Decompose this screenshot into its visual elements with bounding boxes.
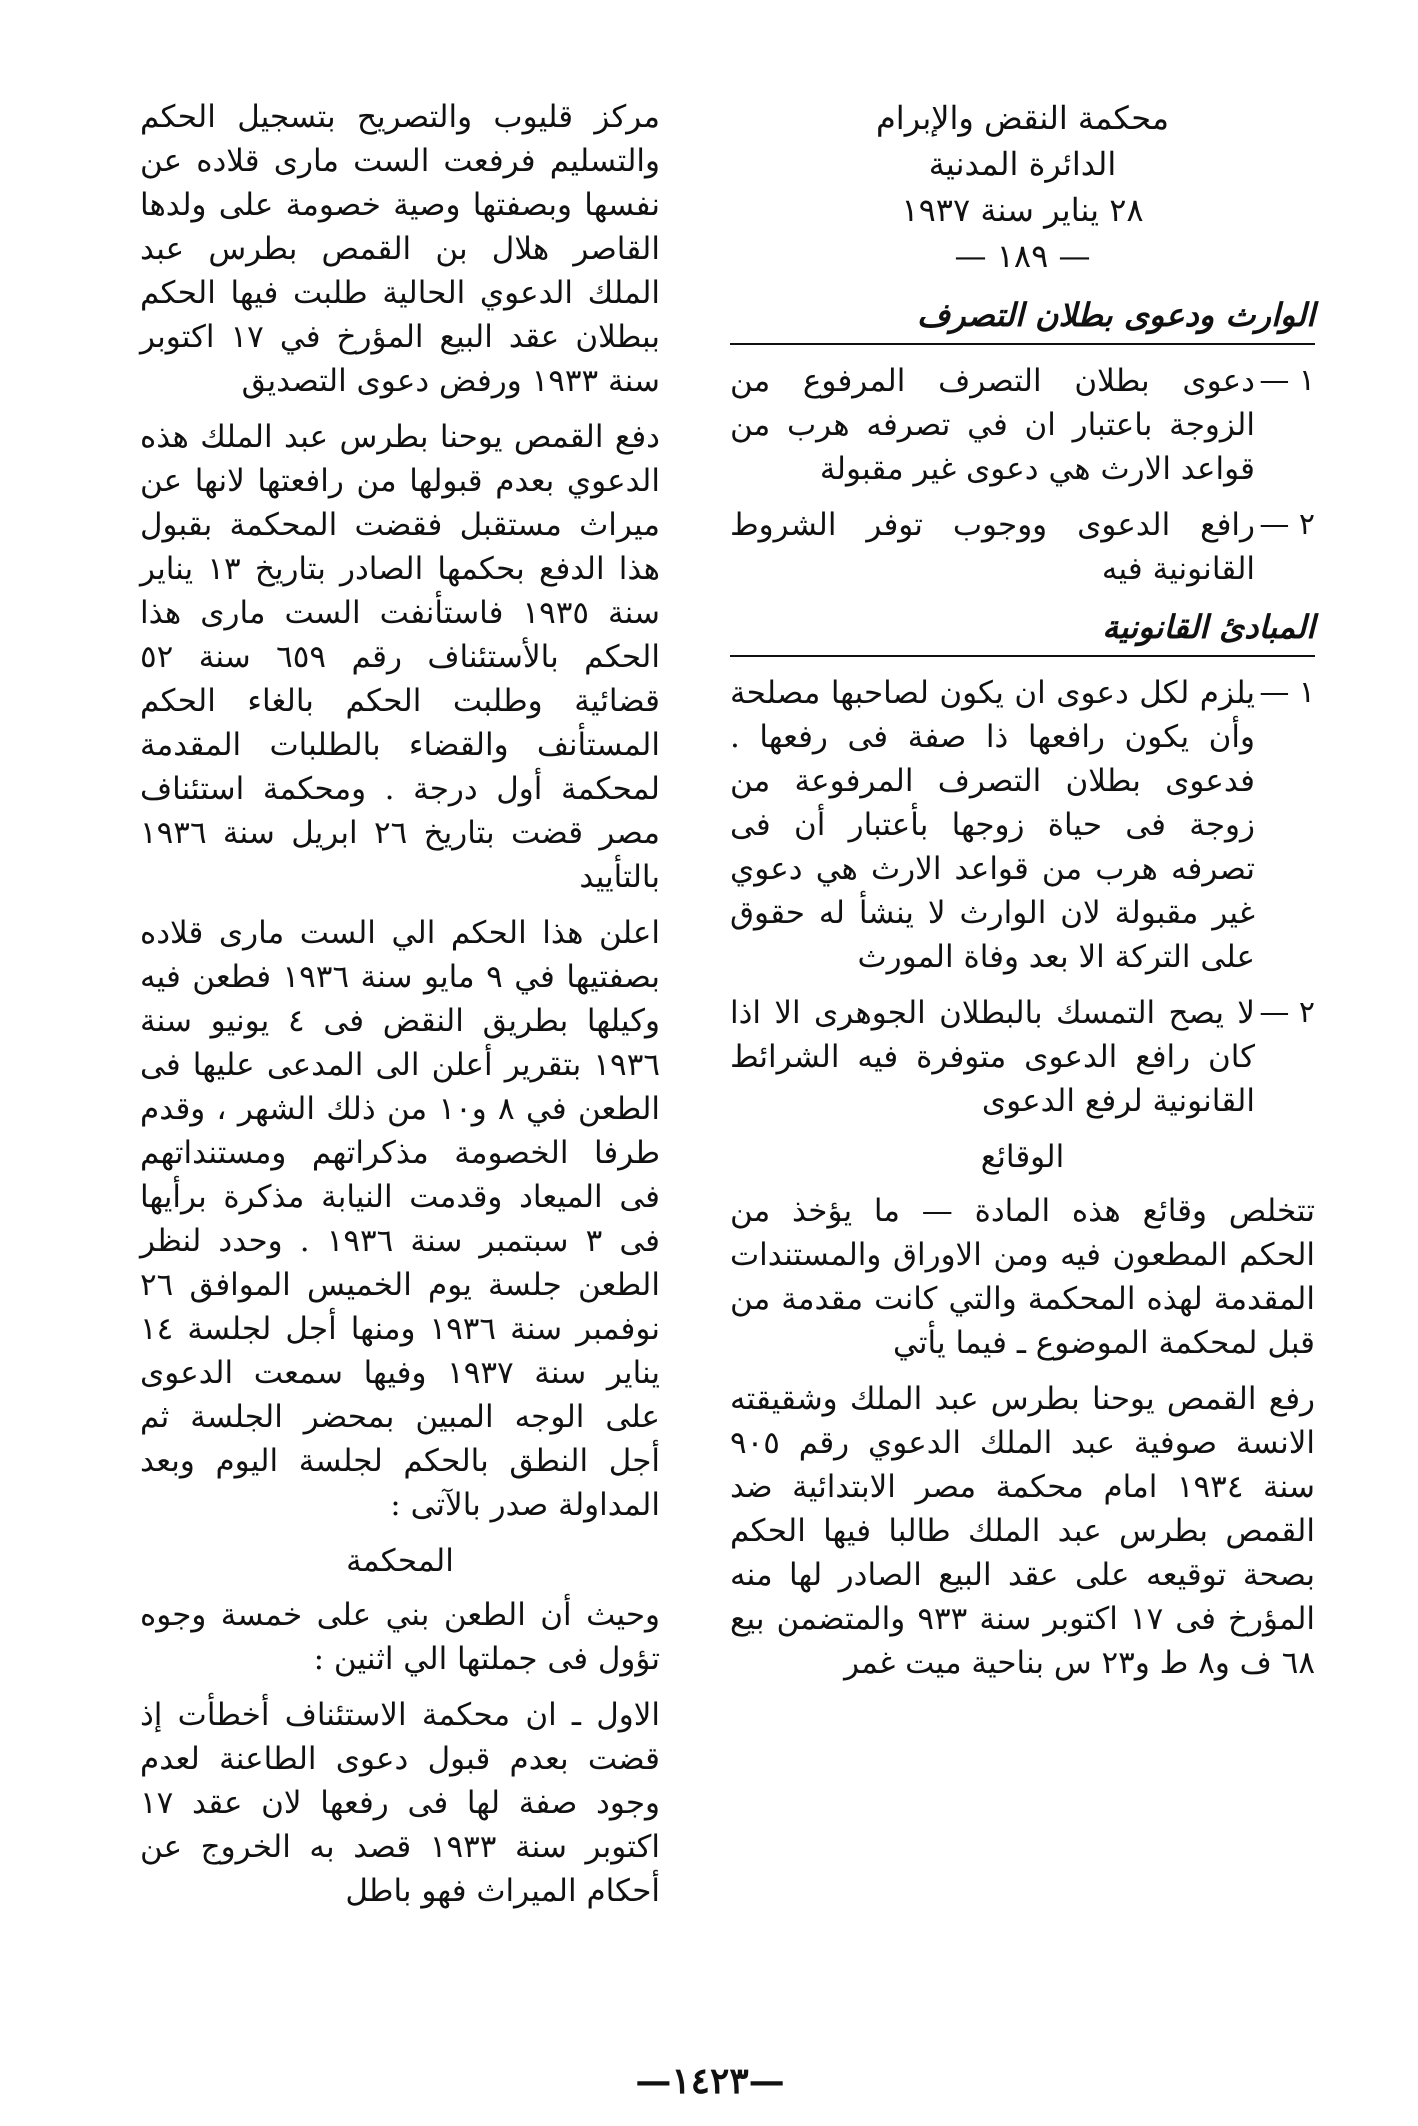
facts-paragraph: تتخلص وقائع هذه المادة — ما يؤخذ من الحكم المطعون فيه ومن الاوراق والمستندات المقدمة لهذه المحكمة والتي كانت مقدمة من قبل لمحكمة الموضوع ـ فيما يأتي xyxy=(730,1193,1315,1361)
summary-number: ١ — xyxy=(1259,363,1315,398)
summary-number: ٢ — xyxy=(1259,507,1315,542)
topic-underline xyxy=(730,343,1315,345)
principle-item xyxy=(730,671,1315,979)
principles-underline xyxy=(730,655,1315,657)
principle-text: لا يصح التمسك بالبطلان الجوهرى الا اذا كان رافع الدعوى متوفرة فيه الشرائط القانونية لرفع الدعوى xyxy=(730,995,1255,1119)
court-paragraph: وحيث أن الطعن بني على خمسة وجوه تؤول فى جملتها الي اثنين : xyxy=(140,1597,660,1677)
principles-heading: المبادئ القانونية xyxy=(1102,608,1315,646)
right-column xyxy=(730,95,1315,1697)
court-heading: المحكمة xyxy=(346,1543,454,1579)
circuit-name: الدائرة المدنية xyxy=(928,145,1117,183)
principle-item xyxy=(730,991,1315,1123)
body-paragraph: مركز قليوب والتصريح بتسجيل الحكم والتسليم فرفعت الست مارى قلاده عن نفسها وبصفتها وصية خصومة على ولدها القاصر هلال بن القمص بطرس عبد الملك الدعوي الحالية طلبت فيها الحكم ببطلان عقد البيع المؤرخ في ١٧ اكتوبر سنة ١٩٣٣ ورفض دعوى التصديق xyxy=(140,99,661,399)
body-paragraph: اعلن هذا الحكم الي الست مارى قلاده بصفتيها في ٩ مايو سنة ١٩٣٦ فطعن فيه وكيلها بطريق النقض فى ٤ يونيو سنة ١٩٣٦ بتقرير أعلن الى المدعى عليها فى الطعن في ٨ و١٠ من ذلك الشهر ، وقدم طرفا الخصومة مذكراتهم ومستنداتهم فى الميعاد وقدمت النيابة مذكرة برأيها فى ٣ سبتمبر سنة ١٩٣٦ . وحدد لنظر الطعن جلسة يوم الخميس الموافق ٢٦ نوفمبر سنة ١٩٣٦ ومنها أجل لجلسة ١٤ يناير سنة ١٩٣٧ وفيها سمعت الدعوى على الوجه المبين بمحضر الجلسة ثم أجل النطق بالحكم لجلسة اليوم وبعد المداولة صدر بالآتى : xyxy=(140,915,661,1523)
case-number: — ١٨٩ — xyxy=(954,237,1091,275)
facts-heading: الوقائع xyxy=(980,1139,1065,1175)
summary-item xyxy=(730,503,1315,591)
principle-number: ١ — xyxy=(1259,675,1315,710)
page-number: —١٤٢٣— xyxy=(635,2060,785,2102)
summary-text: دعوى بطلان التصرف المرفوع من الزوجة باعتبار ان في تصرفه هرب من قواعد الارث هي دعوى غير مقبولة xyxy=(730,363,1255,487)
summary-item xyxy=(730,359,1315,491)
court-paragraph: الاول ـ ان محكمة الاستئناف أخطأت إذ قضت بعدم قبول دعوى الطاعنة لعدم وجود صفة لها فى رفعها لان عقد ١٧ اكتوبر سنة ١٩٣٣ قصد به الخروج عن أحكام الميراث فهو باطل xyxy=(140,1697,660,1909)
topic-heading: الوارث ودعوى بطلان التصرف xyxy=(916,296,1315,334)
court-name: محكمة النقض والإبرام xyxy=(875,99,1169,137)
principle-number: ٢ — xyxy=(1259,995,1315,1030)
left-column xyxy=(140,95,660,1925)
principle-text: يلزم لكل دعوى ان يكون لصاحبها مصلحة وأن يكون رافعها ذا صفة فى رفعها . فدعوى بطلان التصرف المرفوعة من زوجة فى حياة زوجها بأعتبار أن فى تصرفه هرب من قواعد الارث هي دعوي غير مقبولة لان الوارث لا ينشأ له حقوق على التركة الا بعد وفاة المورث xyxy=(730,675,1255,975)
body-paragraph: دفع القمص يوحنا بطرس عبد الملك هذه الدعوي بعدم قبولها من رافعتها لانها عن ميراث مستقبل فقضت المحكمة بقبول هذا الدفع بحكمها الصادر بتاريخ ١٣ يناير سنة ١٩٣٥ فاستأنفت الست مارى هذا الحكم بالأستئناف رقم ٦٥٩ سنة ٥٢ قضائية وطلبت الحكم بالغاء الحكم المستأنف والقضاء بالطلبات المقدمة لمحكمة أول درجة . ومحكمة استئناف مصر قضت بتاريخ ٢٦ ابريل سنة ١٩٣٦ بالتأييد xyxy=(140,419,661,895)
facts-paragraph: رفع القمص يوحنا بطرس عبد الملك وشقيقته الانسة صوفية عبد الملك الدعوي رقم ٩٠٥ سنة ١٩٣٤ امام محكمة مصر الابتدائية ضد القمص بطرس عبد الملك طالبا فيها الحكم بصحة توقيعه على عقد البيع الصادر لها منه المؤرخ فى ١٧ اكتوبر سنة ٩٣٣ والمتضمن بيع ٦٨ ف و٨ ط و٢٣ س بناحية ميت غمر xyxy=(730,1381,1316,1681)
summary-text: رافع الدعوى ووجوب توفر الشروط القانونية فيه xyxy=(730,507,1255,587)
ruling-date: ٢٨ يناير سنة ١٩٣٧ xyxy=(901,191,1144,229)
